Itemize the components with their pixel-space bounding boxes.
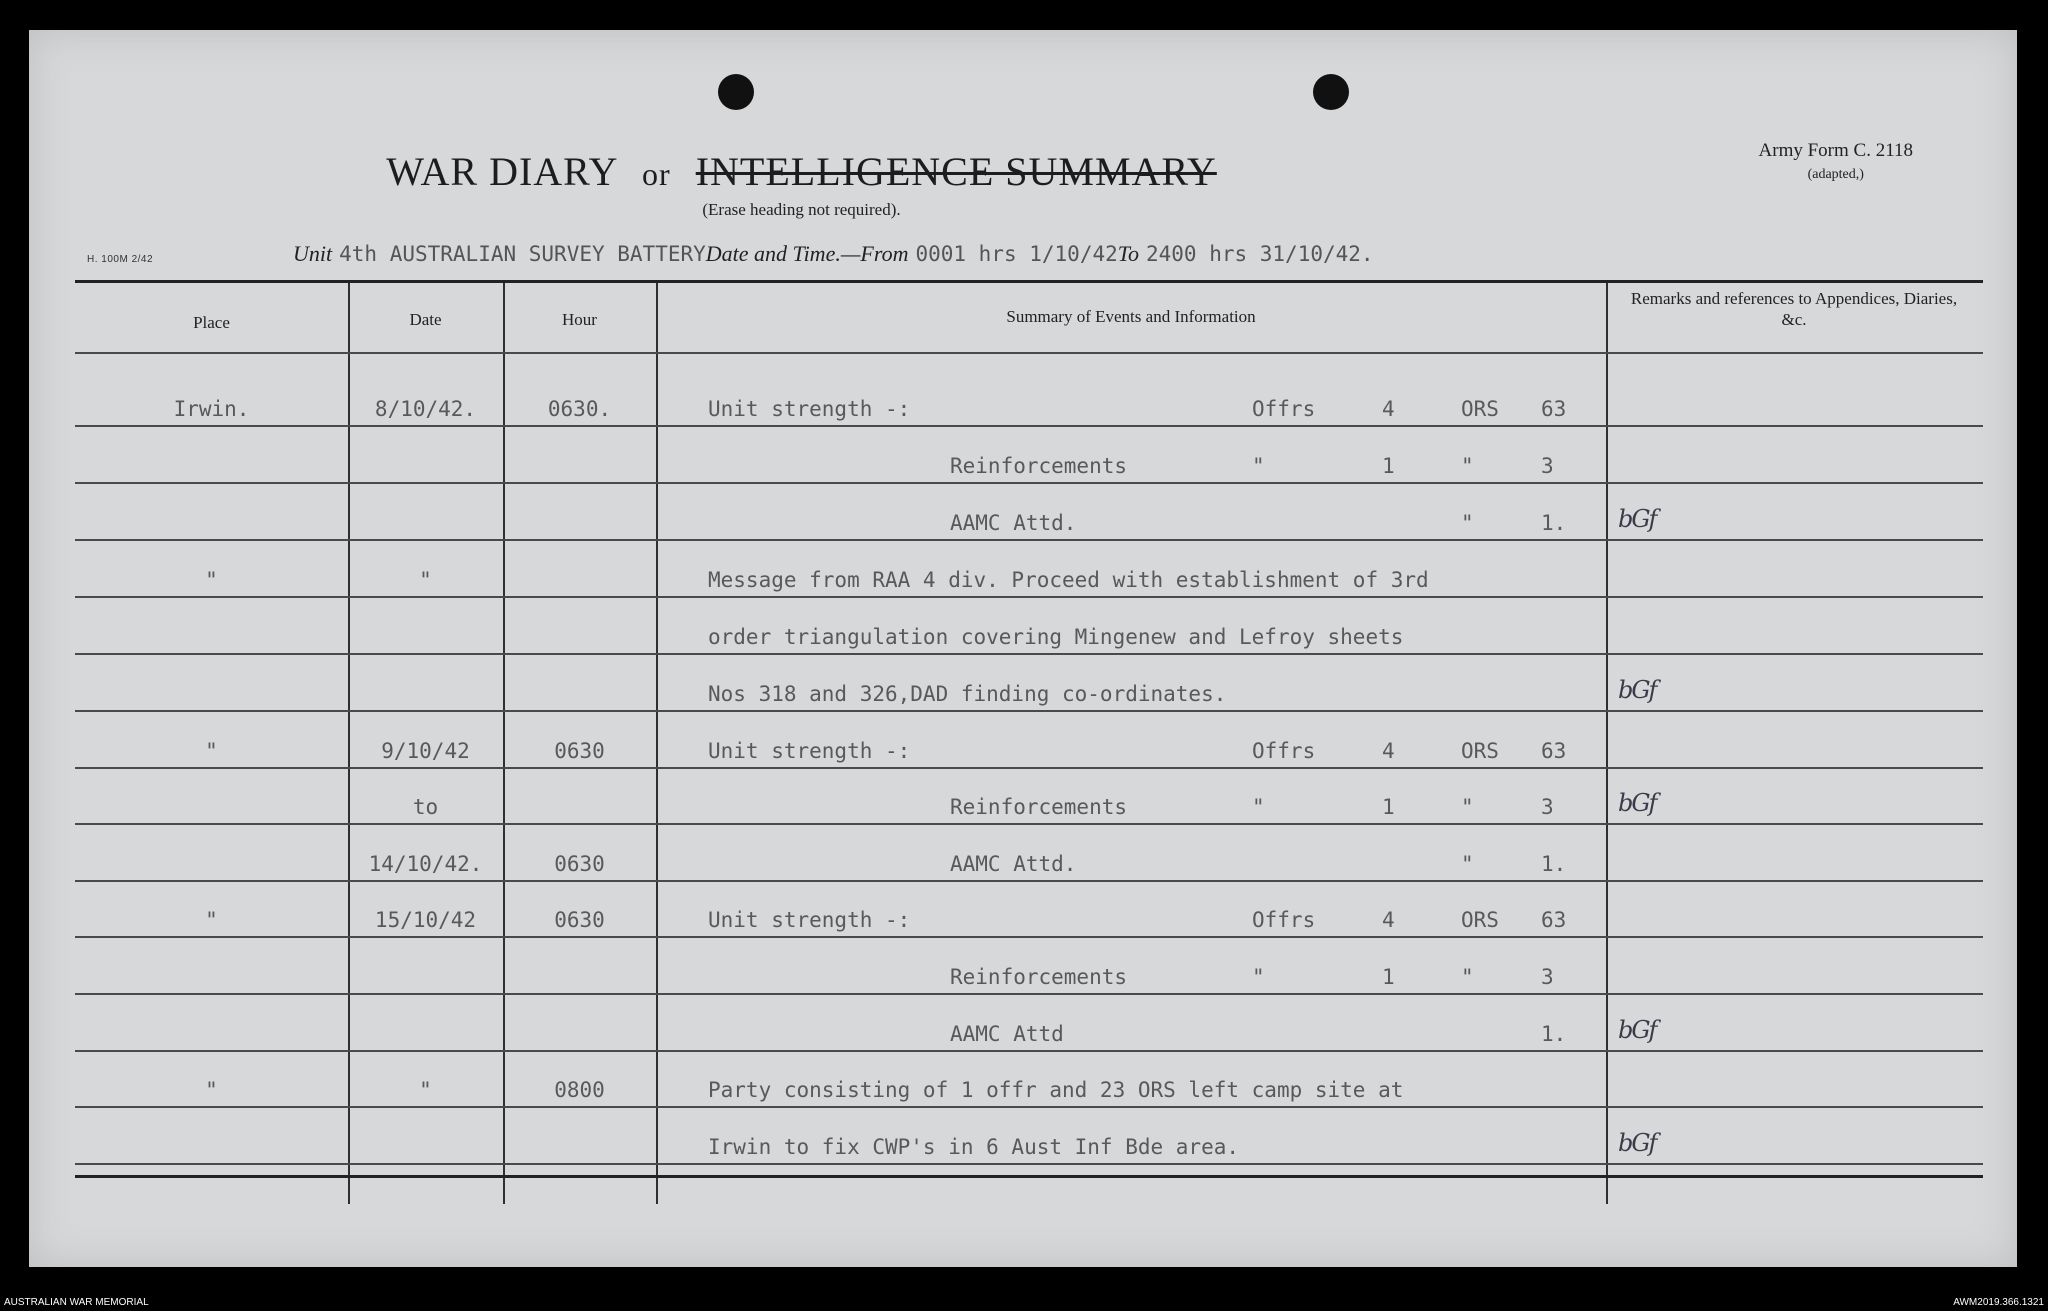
erase-note: (Erase heading not required). — [702, 200, 901, 219]
title-war-diary: WAR DIARY — [386, 149, 618, 194]
cell-ors-count: 1. — [1541, 511, 1567, 535]
row-rule — [75, 425, 1983, 427]
cell-place: " — [205, 1078, 218, 1102]
to-label: To — [1117, 241, 1139, 266]
punch-hole — [718, 74, 754, 110]
footer-accession-number: AWM2019.366.1321 — [1953, 1297, 2044, 1308]
cell-offrs-label: Offrs — [1252, 397, 1316, 421]
cell-summary: order triangulation covering Mingenew and Lefroy sheets — [708, 625, 1404, 649]
table-bottom-rule — [75, 1175, 1983, 1178]
cell-date: " — [419, 568, 432, 592]
cell-ors-count: 3 — [1541, 454, 1554, 478]
cell-offrs-label: Offrs — [1252, 908, 1316, 932]
row-rule — [75, 1106, 1983, 1108]
cell-ors-count: 1. — [1541, 1022, 1567, 1046]
header-summary: Summary of Events and Information — [1006, 307, 1256, 326]
header-bottom-rule — [75, 352, 1983, 354]
to-value: 2400 hrs 31/10/42. — [1145, 242, 1374, 266]
cell-hour: 0630 — [554, 852, 605, 876]
cell-date: 14/10/42. — [368, 852, 483, 876]
row-rule — [75, 767, 1983, 769]
cell-ors-count: 1. — [1541, 852, 1567, 876]
cell-date: 8/10/42. — [374, 397, 477, 421]
cell-place: Irwin. — [173, 397, 250, 421]
form-code: H. 100M 2/42 — [87, 254, 154, 265]
remark-initials: bGf — [1618, 676, 1656, 704]
unit-value: 4th AUSTRALIAN SURVEY BATTERY — [339, 242, 706, 266]
row-rule — [75, 880, 1983, 882]
datetime-label: Date and Time.—From — [705, 241, 909, 266]
cell-date: to — [412, 795, 439, 819]
header-remarks: Remarks and references to Appendices, Diaries, &c. — [1630, 289, 1958, 330]
row-rule — [75, 539, 1983, 541]
cell-ors-count: 3 — [1541, 795, 1554, 819]
row-rule — [75, 482, 1983, 484]
cell-offrs-count: 4 — [1382, 397, 1395, 421]
cell-ors-label: ORS — [1461, 739, 1499, 763]
cell-place: " — [205, 568, 218, 592]
cell-summary: Nos 318 and 326,DAD finding co-ordinates. — [708, 682, 1227, 706]
cell-offrs-count: 4 — [1382, 739, 1395, 763]
footer-credit: AUSTRALIAN WAR MEMORIAL — [4, 1297, 149, 1308]
cell-summary: AAMC Attd. — [950, 511, 1077, 535]
cell-hour: 0800 — [554, 1078, 605, 1102]
unit-line — [293, 241, 1374, 267]
row-rule — [75, 596, 1983, 598]
cell-offrs-count: 4 — [1382, 908, 1395, 932]
cell-ors-label: " — [1461, 965, 1474, 989]
row-rule — [75, 1163, 1983, 1165]
cell-summary: Unit strength -: — [708, 739, 911, 763]
header-hour: Hour — [562, 310, 597, 329]
cell-summary: Irwin to fix CWP's in 6 Aust Inf Bde area. — [708, 1135, 1240, 1159]
cell-summary: Reinforcements — [950, 454, 1128, 478]
cell-summary: Unit strength -: — [708, 397, 911, 421]
cell-summary: Message from RAA 4 div. Proceed with establishment of 3rd — [708, 568, 1429, 592]
cell-ors-label: " — [1461, 454, 1474, 478]
cell-summary: Unit strength -: — [708, 908, 911, 932]
cell-summary: AAMC Attd. — [950, 852, 1077, 876]
cell-ors-count: 63 — [1541, 739, 1567, 763]
diary-sheet — [29, 30, 2017, 1267]
row-rule — [75, 1050, 1983, 1052]
row-rule — [75, 936, 1983, 938]
cell-date: 9/10/42 — [381, 739, 470, 763]
army-form-note: (adapted,) — [1807, 166, 1864, 182]
cell-ors-label: " — [1461, 511, 1474, 535]
unit-label: Unit — [293, 241, 333, 266]
remark-initials: bGf — [1618, 789, 1656, 817]
header-place: Place — [193, 313, 230, 332]
cell-hour: 0630 — [554, 739, 605, 763]
army-form-number: Army Form C. 2118 — [1758, 140, 1913, 161]
cell-offrs-count: 1 — [1382, 965, 1395, 989]
cell-ors-count: 63 — [1541, 397, 1567, 421]
cell-summary: Party consisting of 1 offr and 23 ORS left camp site at — [708, 1078, 1404, 1102]
column-divider — [656, 282, 658, 1204]
cell-place: " — [205, 908, 218, 932]
cell-offrs-label: " — [1252, 454, 1265, 478]
cell-ors-label: " — [1461, 852, 1474, 876]
cell-date: " — [419, 1078, 432, 1102]
row-rule — [75, 653, 1983, 655]
row-rule — [75, 823, 1983, 825]
header-date: Date — [409, 310, 442, 329]
column-divider — [1606, 282, 1608, 1204]
cell-ors-count: 63 — [1541, 908, 1567, 932]
cell-date: 15/10/42 — [374, 908, 477, 932]
cell-hour: 0630 — [554, 908, 605, 932]
cell-offrs-count: 1 — [1382, 454, 1395, 478]
row-rule — [75, 710, 1983, 712]
cell-ors-count: 3 — [1541, 965, 1554, 989]
cell-ors-label: " — [1461, 795, 1474, 819]
cell-summary: AAMC Attd — [950, 1022, 1064, 1046]
title-intelligence-summary: INTELLIGENCE SUMMARY — [695, 149, 1217, 194]
cell-summary: Reinforcements — [950, 965, 1128, 989]
army-form-label — [1759, 138, 1913, 184]
title-or: or — [642, 156, 671, 192]
cell-offrs-label: Offrs — [1252, 739, 1316, 763]
cell-summary: Reinforcements — [950, 795, 1128, 819]
punch-hole — [1313, 74, 1349, 110]
cell-offrs-label: " — [1252, 795, 1265, 819]
remark-initials: bGf — [1618, 505, 1656, 533]
cell-hour: 0630. — [547, 397, 612, 421]
table-top-rule — [75, 280, 1983, 283]
cell-offrs-count: 1 — [1382, 795, 1395, 819]
cell-offrs-label: " — [1252, 965, 1265, 989]
row-rule — [75, 993, 1983, 995]
page-title — [29, 148, 1574, 195]
remark-initials: bGf — [1618, 1129, 1656, 1157]
cell-ors-label: ORS — [1461, 908, 1499, 932]
cell-place: " — [205, 739, 218, 763]
remark-initials: bGf — [1618, 1016, 1656, 1044]
cell-ors-label: ORS — [1461, 397, 1499, 421]
from-value: 0001 hrs 1/10/42 — [915, 242, 1118, 266]
